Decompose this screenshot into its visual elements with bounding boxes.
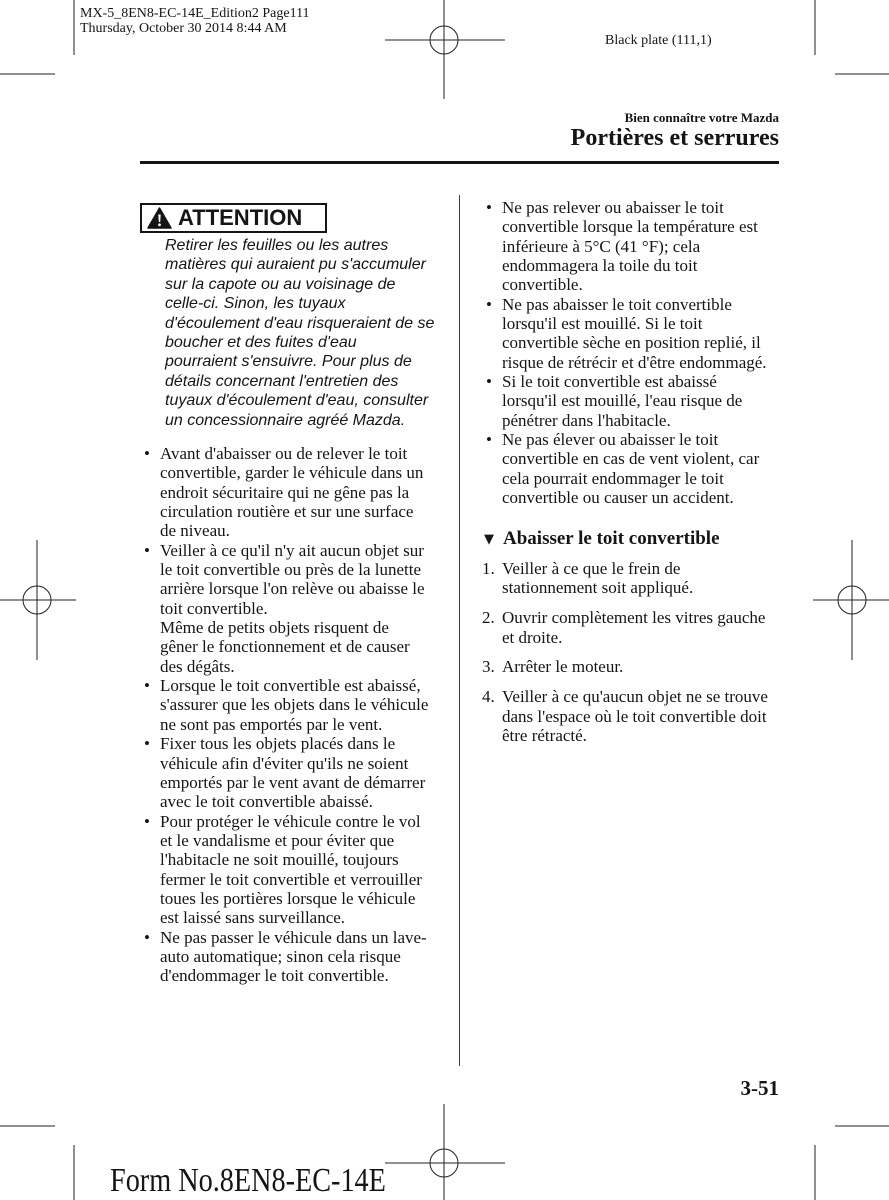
- step-number: 1.: [482, 559, 495, 578]
- bullet-icon: •: [486, 372, 492, 392]
- step-text-line: Veiller à ce qu'aucun objet ne se trouve: [502, 687, 768, 707]
- step-text-line: Ouvrir complètement les vitres gauche: [502, 608, 766, 628]
- bullet-text-line: d'endommager le toit convertible.: [160, 966, 389, 986]
- procedure-steps: [482, 559, 782, 756]
- left-bullet-list: [140, 444, 450, 986]
- procedure-step: [482, 657, 782, 676]
- step-text-line: stationnement soit appliqué.: [502, 578, 694, 598]
- bullet-text-line: Fixer tous les objets placés dans le: [160, 734, 396, 754]
- bullet-item: [140, 812, 450, 928]
- step-number: 2.: [482, 608, 495, 628]
- bullet-icon: •: [144, 927, 150, 947]
- bullet-text-line: convertible sèche en position replié, il: [502, 333, 761, 353]
- bullet-text-line: convertible ou causer un accident.: [502, 488, 734, 508]
- bullet-text-line: endommagera la toile du toit: [502, 256, 698, 276]
- print-plate-label: Black plate (111,1): [605, 33, 712, 48]
- bullet-text-line: Lorsque le toit convertible est abaissé,: [160, 676, 421, 696]
- attention-banner: [140, 203, 327, 233]
- procedure-heading-text: Abaisser le toit convertible: [503, 528, 720, 549]
- bullet-text-line: avec le toit convertible abaissé.: [160, 792, 373, 812]
- bullet-item: [482, 430, 782, 507]
- bullet-text-line: des dégâts.: [160, 656, 235, 676]
- bullet-text-line: Ne pas élever ou abaisser le toit: [502, 430, 719, 450]
- crop-mark-top-right: [815, 0, 889, 74]
- bullet-text-line: emportés par le vent avant de démarrer: [160, 772, 426, 792]
- attention-text-line: détails concernant l'entretien des: [165, 372, 399, 390]
- bullet-text-line: convertible en cas de vent violent, car: [502, 449, 760, 469]
- bullet-item: [482, 198, 782, 295]
- triangle-down-icon: ▼: [484, 532, 494, 547]
- bullet-text-line: lorsqu'il est mouillé. Si le toit: [502, 314, 703, 334]
- print-job-line: MX-5_8EN8-EC-14E_Edition2 Page111: [80, 6, 310, 21]
- bullet-text-line: circulation routière et sur une surface: [160, 502, 414, 522]
- attention-text-line: celle-ci. Sinon, les tuyaux: [165, 295, 346, 313]
- registration-mark-bottom-icon: [385, 1104, 505, 1200]
- bullet-icon: •: [144, 811, 150, 831]
- bullet-text-line: inférieure à 5°C (41 °F); cela: [502, 236, 701, 256]
- attention-text: [165, 236, 455, 430]
- bullet-text-line: auto automatique; sinon cela risque: [160, 946, 401, 966]
- registration-mark-right-icon: [813, 540, 889, 660]
- step-text-line: Veiller à ce que le frein de: [502, 559, 681, 578]
- page-title: Portières et serrures: [570, 125, 779, 151]
- bullet-text-line: Même de petits objets risquent de: [160, 618, 389, 638]
- bullet-text-line: véhicule afin d'éviter qu'ils ne soient: [160, 753, 409, 773]
- bullet-item: [140, 444, 450, 541]
- bullet-text-line: convertible, garder le véhicule dans un: [160, 463, 424, 483]
- bullet-text-line: toit convertible.: [160, 598, 268, 618]
- bullet-text-line: convertible.: [502, 275, 583, 295]
- bullet-item: [482, 295, 782, 372]
- attention-text-line: Retirer les feuilles ou les autres: [165, 237, 389, 254]
- bullet-text-line: le toit convertible ou près de la lunette: [160, 560, 422, 580]
- procedure-step: [482, 687, 782, 745]
- step-text-line: et droite.: [502, 627, 563, 647]
- bullet-text-line: Si le toit convertible est abaissé: [502, 372, 717, 392]
- bullet-text-line: Ne pas abaisser le toit convertible: [502, 294, 732, 314]
- attention-text-line: tuyaux d'écoulement d'eau, consulter: [165, 392, 429, 410]
- print-date-line: Thursday, October 30 2014 8:44 AM: [80, 21, 287, 36]
- bullet-text-line: et le vandalisme et pour éviter que: [160, 830, 395, 850]
- step-number: 4.: [482, 687, 495, 707]
- attention-text-line: un concessionnaire agréé Mazda.: [165, 411, 406, 429]
- bullet-item: [140, 676, 450, 734]
- bullet-text-line: lorsqu'il est mouillé, l'eau risque de: [502, 391, 743, 411]
- bullet-item: [482, 372, 782, 430]
- attention-text-line: sur la capote ou au voisinage de: [165, 275, 396, 293]
- step-number: 3.: [482, 657, 495, 677]
- bullet-icon: •: [486, 198, 492, 217]
- warning-triangle-icon: [147, 207, 172, 229]
- step-text-line: dans l'espace où le toit convertible doit: [502, 706, 767, 726]
- registration-mark-left-icon: [0, 540, 76, 660]
- bullet-text-line: s'assurer que les objets dans le véhicule: [160, 695, 429, 715]
- step-text-line: être rétracté.: [502, 725, 587, 745]
- bullet-text-line: arrière lorsque l'on relève ou abaisse le: [160, 579, 425, 599]
- bullet-item: [140, 734, 450, 811]
- bullet-text-line: gêner le fonctionnement et de causer: [160, 637, 410, 657]
- bullet-text-line: Veiller à ce qu'il n'y ait aucun objet sur: [160, 540, 424, 560]
- bullet-icon: •: [144, 444, 150, 463]
- chapter-label: Bien connaître votre Mazda: [624, 110, 779, 125]
- bullet-text-line: cela pourrait endommager le toit: [502, 468, 724, 488]
- bullet-text-line: Ne pas relever ou abaisser le toit: [502, 198, 724, 217]
- bullet-icon: •: [144, 734, 150, 754]
- page-number: 3-51: [740, 1076, 779, 1100]
- bullet-text-line: toues les portières lorsque le véhicule: [160, 888, 416, 908]
- crop-mark-bottom-left: [0, 1126, 74, 1200]
- bullet-text-line: ne sont pas emportés par le vent.: [160, 714, 383, 734]
- bullet-item: [140, 541, 450, 676]
- bullet-text-line: est laissé sans surveillance.: [160, 908, 346, 928]
- attention-text-line: boucher et des fuites d'eau: [165, 333, 357, 351]
- right-bullet-list: [482, 198, 782, 508]
- attention-label: ATTENTION: [178, 205, 303, 230]
- bullet-icon: •: [486, 430, 492, 450]
- procedure-heading: [484, 528, 720, 551]
- attention-text-line: pourraient s'ensuivre. Pour plus de: [165, 353, 412, 371]
- bullet-text-line: de niveau.: [160, 521, 230, 541]
- bullet-text-line: fermer le toit convertible et verrouiller: [160, 869, 422, 889]
- attention-text-line: matières qui auraient pu s'accumuler: [165, 256, 426, 274]
- attention-text-line: d'écoulement d'eau risqueraient de se: [165, 314, 435, 332]
- bullet-icon: •: [144, 540, 150, 560]
- bullet-text-line: risque de rétrécir et d'être endommagé.: [502, 352, 767, 372]
- crop-mark-bottom-right: [815, 1126, 889, 1200]
- bullet-icon: •: [486, 294, 492, 314]
- procedure-step: [482, 559, 782, 598]
- header-rule: [140, 161, 779, 164]
- bullet-text-line: pénétrer dans l'habitacle.: [502, 410, 671, 430]
- bullet-icon: •: [144, 676, 150, 696]
- step-text-line: Arrêter le moteur.: [502, 657, 624, 677]
- procedure-step: [482, 608, 782, 647]
- bullet-text-line: Ne pas passer le véhicule dans un lave-: [160, 927, 427, 947]
- bullet-text-line: Pour protéger le véhicule contre le vol: [160, 811, 421, 831]
- column-divider: [459, 195, 460, 1066]
- form-number-footer: Form No.8EN8-EC-14E: [110, 1162, 386, 1199]
- bullet-text-line: l'habitacle ne soit mouillé, toujours: [160, 850, 399, 870]
- bullet-text-line: endroit sécuritaire qui ne gêne pas la: [160, 482, 410, 502]
- bullet-item: [140, 928, 450, 986]
- crop-mark-top-left: [0, 0, 74, 74]
- bullet-text-line: Avant d'abaisser ou de relever le toit: [160, 444, 408, 463]
- bullet-text-line: convertible lorsque la température est: [502, 217, 758, 237]
- registration-mark-top-icon: [385, 0, 505, 99]
